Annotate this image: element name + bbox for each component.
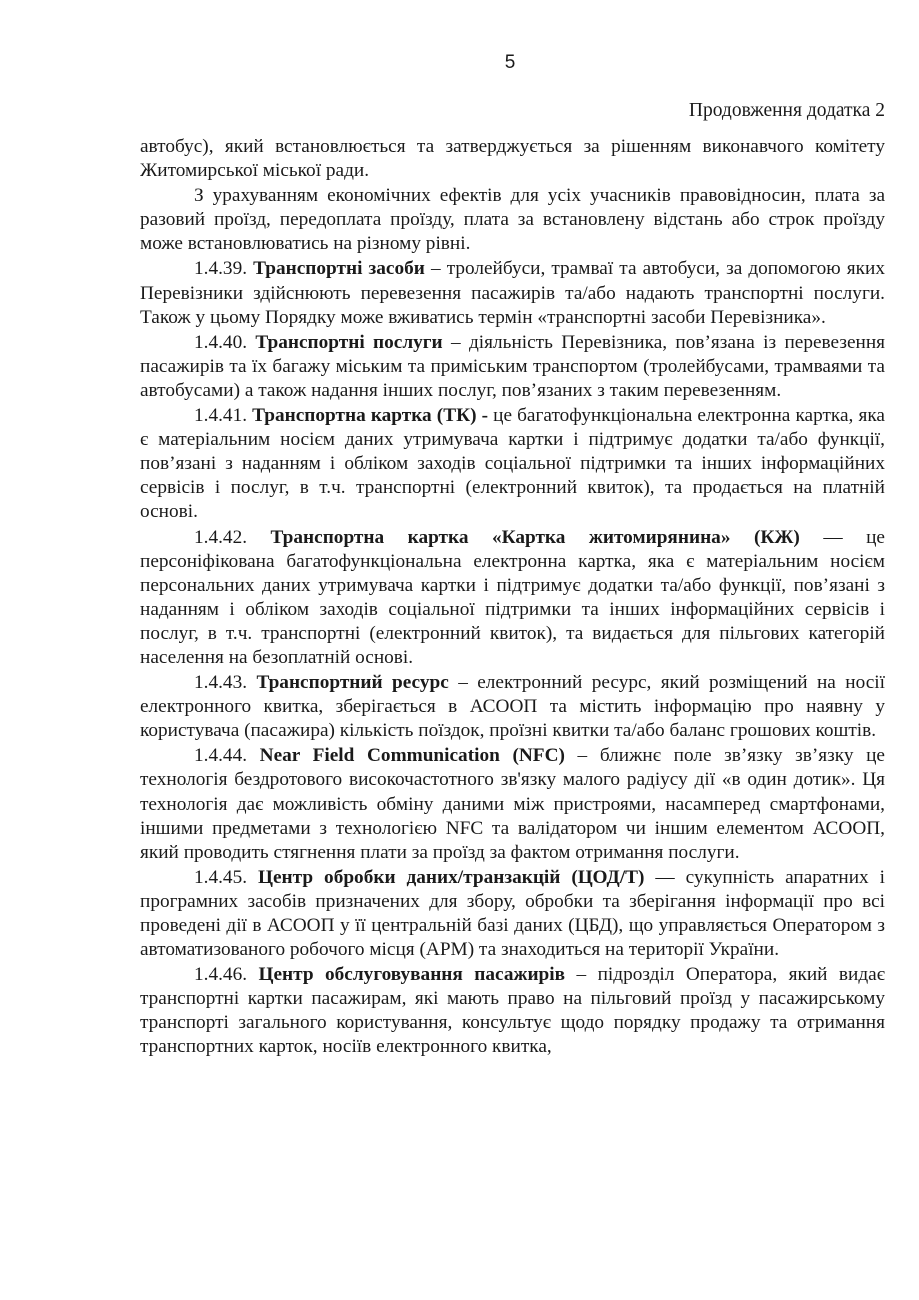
document-body (140, 135, 885, 1060)
definition-text: — сукупність апаратних і програмних засобів призначених для збору, обробки та зберігання інформації про всі проведені дії в АСООП у її центральній базі даних (ЦБД), що управляється Оператором з автоматизованого робочого місця (АРМ) та знаходиться на території України. (140, 866, 885, 961)
paragraph-continuation (140, 135, 885, 183)
clause-number: 1.4.42. (194, 526, 248, 548)
page-number: 5 (504, 52, 516, 73)
defined-term: Транспортна картка «Картка житомирянина» (КЖ) (270, 526, 800, 548)
definition-1-4-43 (140, 671, 885, 743)
definition-text: це багатофункціональна електронна картка, яка є матеріальним носієм даних утримувача картки і підтримує додатки та/або функції, пов’язані з наданням і обліком заходів соціальної підтримки та інших інформаційних сервісів і послуг, в т.ч. транспортні (електронний квиток), та продається на платній основі. (140, 405, 885, 523)
definition-text: – підрозділ Оператора, який видає транспортні картки пасажирам, які мають право на пільговий проїзд у пасажирському транспорті загального користування, консультує щодо порядку продажу та отримання транспортних карток, носіїв електронного квитка, (140, 964, 885, 1058)
defined-term: Центр обслуговування пасажирів (258, 964, 566, 986)
clause-number: 1.4.41. (194, 405, 248, 427)
clause-number: 1.4.45. (194, 866, 248, 888)
definition-text: – електронний ресурс, який розміщений на носії електронного квитка, зберігається в АСООП та містить інформацію про наявну у користувача (пасажира) кількість поїздок, проїзні квитки та/або баланс грошових коштів. (140, 672, 885, 742)
paragraph-text: З урахуванням економічних ефектів для усіх учасників правовідносин, плата за разовий проїзд, передоплата проїзду, плата за встановлену відстань або строк проїзду може встановлюватись на різному рівні. (140, 185, 885, 255)
clause-number: 1.4.39. (194, 258, 248, 280)
definition-text: – тролейбуси, трамваї та автобуси, за допомогою яких Перевізники здійснюють перевезення пасажирів та/або надають транспортні послуги. Також у цьому Порядку може вживатись термін «транспортні засоби Перевізника». (140, 258, 885, 328)
clause-number: 1.4.43. (194, 672, 248, 694)
defined-term: Транспортні засоби (253, 258, 425, 280)
definition-1-4-39 (140, 257, 885, 329)
defined-term: Транспортна картка (ТК) - (252, 405, 489, 427)
definition-1-4-45 (140, 866, 885, 962)
defined-term: Центр обробки даних/транзакцій (ЦОД/Т) (258, 866, 645, 888)
defined-term: Near Field Communication (NFC) (259, 745, 565, 767)
clause-number: 1.4.40. (194, 331, 248, 353)
paragraph-economic-effects (140, 184, 885, 256)
defined-term: Транспортні послуги (255, 331, 443, 353)
definition-1-4-44 (140, 744, 885, 864)
definition-1-4-42 (140, 526, 885, 671)
definition-text: — це персоніфікована багатофункціональна електронна картка, яка є матеріальним носієм персональних даних утримувача картки і підтримує додатки та/або функції, пов’язані з наданням і обліком заходів соціальної підтримки та інших інформаційних сервісів і послуг, в т.ч. транспортні (електронний квиток), та видається для пільгових категорій населення на безоплатній основі. (140, 526, 885, 668)
definition-1-4-40 (140, 331, 885, 403)
definition-text: – ближнє поле зв’язку зв’язку це технологія бездротового високочастотного зв'язку малого радіусу дії «в один дотик». Ця технологія дає можливість обміну даними між пристроями, насамперед смартфонами, іншими предметами з технологією NFC та валідатором чи іншим елементом АСООП, який проводить стягнення плати за проїзд за фактом отримання послуги. (140, 745, 885, 863)
defined-term: Транспортний ресурс (256, 672, 449, 694)
paragraph-text: автобус), який встановлюється та затверджується за рішенням виконавчого комітету Житомирської міської ради. (140, 136, 885, 182)
appendix-continuation-note: Продовження додатка 2 (688, 100, 885, 121)
definition-1-4-46 (140, 963, 885, 1059)
clause-number: 1.4.46. (194, 964, 248, 986)
definition-text: – діяльність Перевізника, пов’язана із перевезення пасажирів та їх багажу міським та приміським транспортом (тролейбусами, трамваями та автобусами) а також надання інших послуг, пов’язаних з таким перевезенням. (140, 331, 886, 401)
clause-number: 1.4.44. (194, 745, 248, 767)
definition-1-4-41 (140, 404, 885, 524)
